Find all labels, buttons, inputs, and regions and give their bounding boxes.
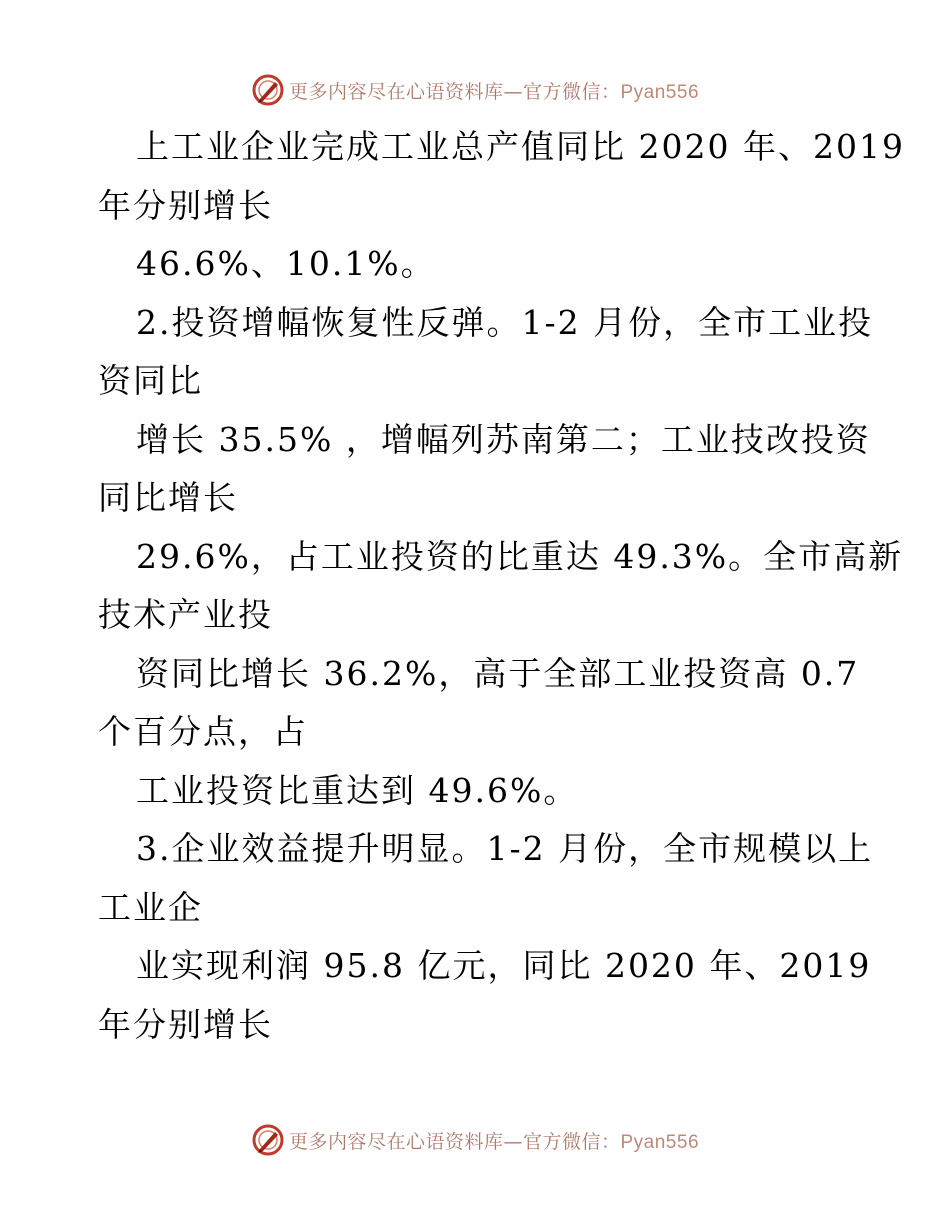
body-line: 年分别增长 <box>98 1004 273 1044</box>
body-line: 46.6%、10.1%。 <box>136 244 436 283</box>
body-line: 工业企 <box>98 887 203 927</box>
document-body <box>98 118 905 1054</box>
body-line: 增长 35.5% ，增幅列苏南第二；工业技改投资 <box>136 419 871 459</box>
footer-handle: Pyan556 <box>620 1131 700 1153</box>
body-line: 资同比 <box>98 361 203 400</box>
pen-circle-logo-icon <box>251 1123 285 1157</box>
header-separator: — <box>503 80 523 103</box>
footer-site-text: 更多内容尽在心语资料库 <box>288 1130 504 1153</box>
body-line: 技术产业投 <box>98 595 273 634</box>
body-line: 工业投资比重达到 49.6%。 <box>136 770 579 810</box>
body-line: 3.企业效益提升明显。1-2 月份，全市规模以上 <box>136 829 874 868</box>
header-watermark <box>0 70 950 110</box>
body-line: 上工业企业完成工业总产值同比 2020 年、2019 <box>136 127 905 166</box>
header-official-text: 官方微信： <box>522 80 621 103</box>
footer-watermark <box>0 1120 950 1160</box>
body-line: 29.6%，占工业投资的比重达 49.3%。全市高新 <box>136 536 904 576</box>
body-line: 业实现利润 95.8 亿元，同比 2020 年、2019 <box>136 946 872 985</box>
footer-watermark-text <box>289 1127 699 1154</box>
header-watermark-text <box>289 77 699 104</box>
header-site-text: 更多内容尽在心语资料库 <box>288 80 504 103</box>
body-line: 资同比增长 36.2%，高于全部工业投资高 0.7 <box>136 653 860 693</box>
body-line: 个百分点，占 <box>98 712 308 751</box>
body-line: 年分别增长 <box>98 185 273 225</box>
header-handle: Pyan556 <box>620 81 700 103</box>
pen-circle-logo-icon <box>251 73 285 107</box>
body-line: 同比增长 <box>98 478 238 517</box>
footer-separator: — <box>503 1130 523 1153</box>
footer-official-text: 官方微信： <box>522 1130 621 1153</box>
body-line: 2.投资增幅恢复性反弹。1-2 月份，全市工业投 <box>136 302 874 342</box>
